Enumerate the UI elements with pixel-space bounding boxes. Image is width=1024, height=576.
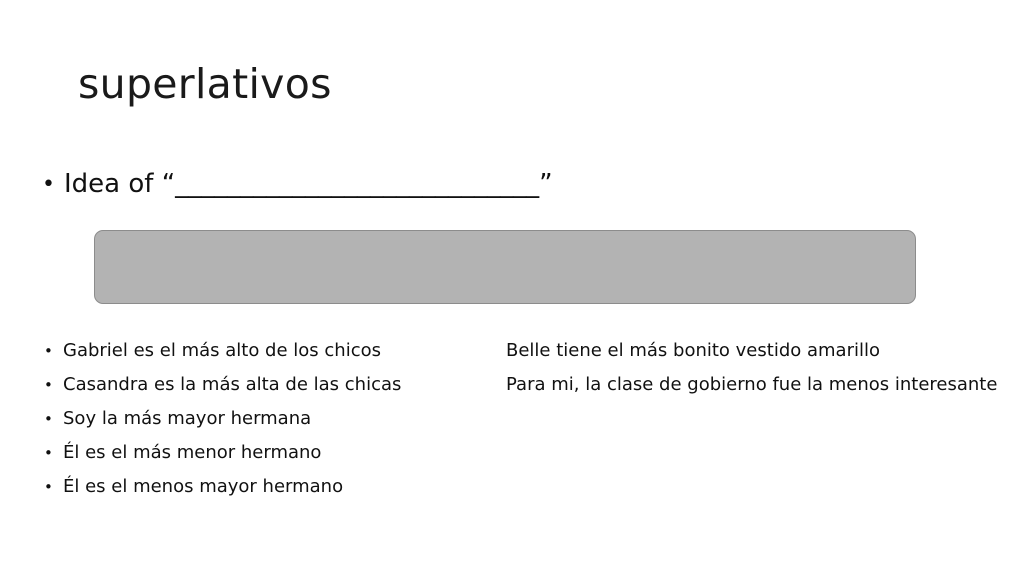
bullet-dot: • (42, 172, 55, 197)
list-item (44, 470, 401, 504)
list-item-text: Casandra es la más alta de las chicas (63, 374, 402, 395)
example-sentence-list (506, 334, 997, 402)
bullet-dot: • (44, 410, 53, 428)
list-item: Belle tiene el más bonito vestido amarillo (506, 340, 880, 361)
main-bullet (42, 166, 553, 203)
main-bullet-text: Idea of “____________________________” (64, 169, 553, 199)
list-item-text: Él es el menos mayor hermano (63, 476, 344, 497)
list-item-text: Soy la más mayor hermana (63, 408, 312, 429)
slide-title: superlativos (78, 60, 332, 108)
bullet-dot: • (44, 444, 53, 462)
list-item (44, 334, 401, 368)
example-bullet-list (44, 334, 401, 504)
bullet-dot: • (44, 478, 53, 496)
list-item (44, 402, 401, 436)
list-item-text: Él es el más menor hermano (63, 442, 322, 463)
list-item: Para mi, la clase de gobierno fue la menos interesante (506, 374, 998, 395)
bullet-dot: • (44, 376, 53, 394)
gray-placeholder-box (94, 230, 916, 304)
bullet-dot: • (44, 342, 53, 360)
list-item (44, 368, 401, 402)
list-item-text: Gabriel es el más alto de los chicos (63, 340, 381, 361)
list-item (44, 436, 401, 470)
